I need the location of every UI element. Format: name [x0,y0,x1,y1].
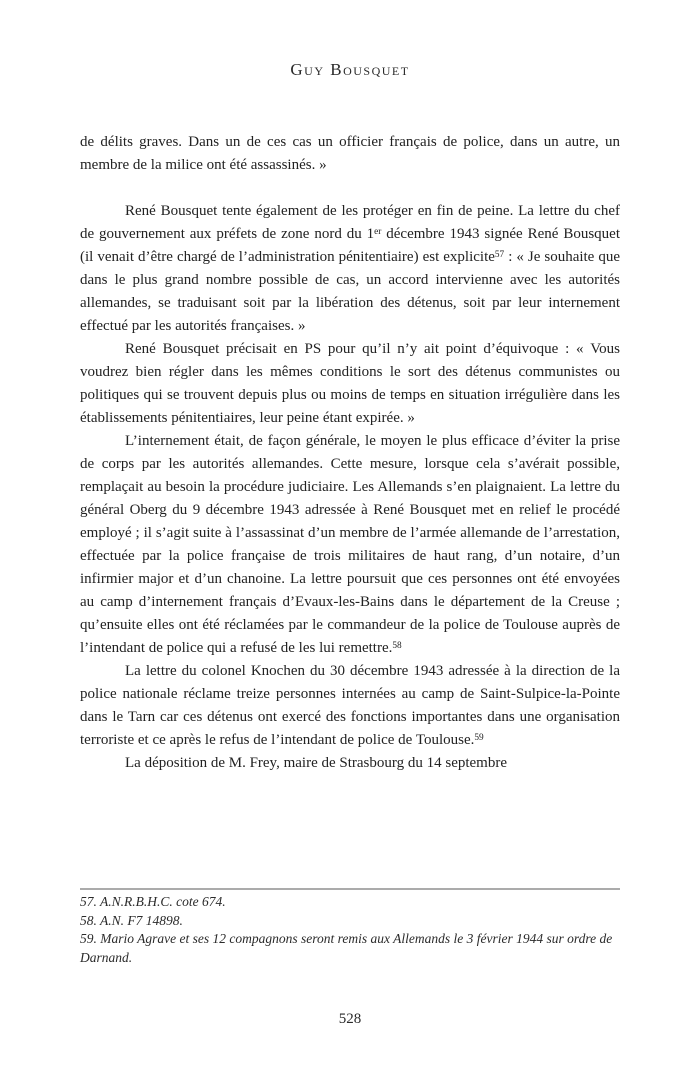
footnote-ref-59: 59 [474,732,484,743]
paragraph [80,200,620,338]
footnote-59: 59. Mario Agrave et ses 12 compagnons seront remis aux Allemands le 3 février 1944 sur ordre de Darnand. [80,931,613,965]
paragraph [80,752,620,775]
paragraph-text: : « Je souhaite que dans le plus grand nombre possible de cas, un accord intervienne avec les autorités allemandes, se traduisant soit par la libération des détenus, soit par leur internement effectué par les autorités françaises. » [80,249,620,334]
footnote-ref-58: 58 [392,640,402,651]
footnote-rule [80,888,620,890]
page-number: 528 [338,1011,362,1027]
footnotes [80,893,620,967]
paragraph-text: La lettre du colonel Knochen du 30 décembre 1943 adressée à la direction de la police nationale réclame treize personnes internées au camp de Saint-Sulpice-la-Pointe dans le Tarn car ces détenus ont exercé des fonctions importantes dans une organisation terroriste et ce après le refus de l’intendant de police de Toulouse. [80,663,620,748]
body-text [80,131,620,775]
ordinal-superscript: er [374,226,382,237]
paragraph-text: de délits graves. Dans un de ces cas un officier français de police, dans un autre, un membre de la milice ont été assassinés. » [80,134,620,173]
footnote-57: 57. A.N.R.B.H.C. cote 674. [80,894,226,909]
footnote-58: 58. A.N. F7 14898. [80,912,183,928]
paragraph-text: René Bousquet précisait en PS pour qu’il n’y ait point d’équivoque : « Vous voudrez bien régler dans les mêmes conditions le sort des détenus communistes ou politiques qui se trouvent depuis plus ou moins de temps en situation irrégulière dans les établissements pénitentiaires, leur peine étant expirée. » [80,341,620,426]
paragraph-continuation [80,131,620,177]
paragraph [80,660,620,752]
paragraph [80,430,620,660]
footnote-ref-57: 57 [494,249,505,260]
paragraph-text: La déposition de M. Frey, maire de Strasbourg du 14 septembre [125,755,508,771]
running-header: Guy Bousquet [290,60,410,79]
paragraph-text: René Bousquet tente également de les protéger en fin de peine. La lettre du chef de gouvernement aux préfets de zone nord du 1 [80,203,620,242]
paragraph-text: décembre 1943 signée René Bousquet (il venait d’être chargé de l’administration pénitentiaire) est explicite [80,226,620,265]
paragraph-text: L’internement était, de façon générale, le moyen le plus efficace d’éviter la prise de corps par les autorités allemandes. Cette mesure, lorsque cela s’avérait possible, remplaçait au besoin la procédure judiciaire. Les Allemands s’en plaignaient. La lettre du général Oberg du 9 décembre 1943 adressée à René Bousquet met en relief le procédé employé ; il s’agit suite à l’assassinat d’un membre de l’armée allemande de l’arrestation, effectuée par la police française de trois militaires de haut rang, d’un notaire, d’un infirmier major et d’un chanoine. La lettre poursuit que ces personnes ont été envoyées au camp d’internement français d’Evaux-les-Bains dans le département de la Creuse ; qu’ensuite elles ont été réclamées par le commandeur de la police de Toulouse auprès de l’intendant de police qui a refusé de les lui remettre. [80,433,620,656]
paragraph [80,338,620,430]
